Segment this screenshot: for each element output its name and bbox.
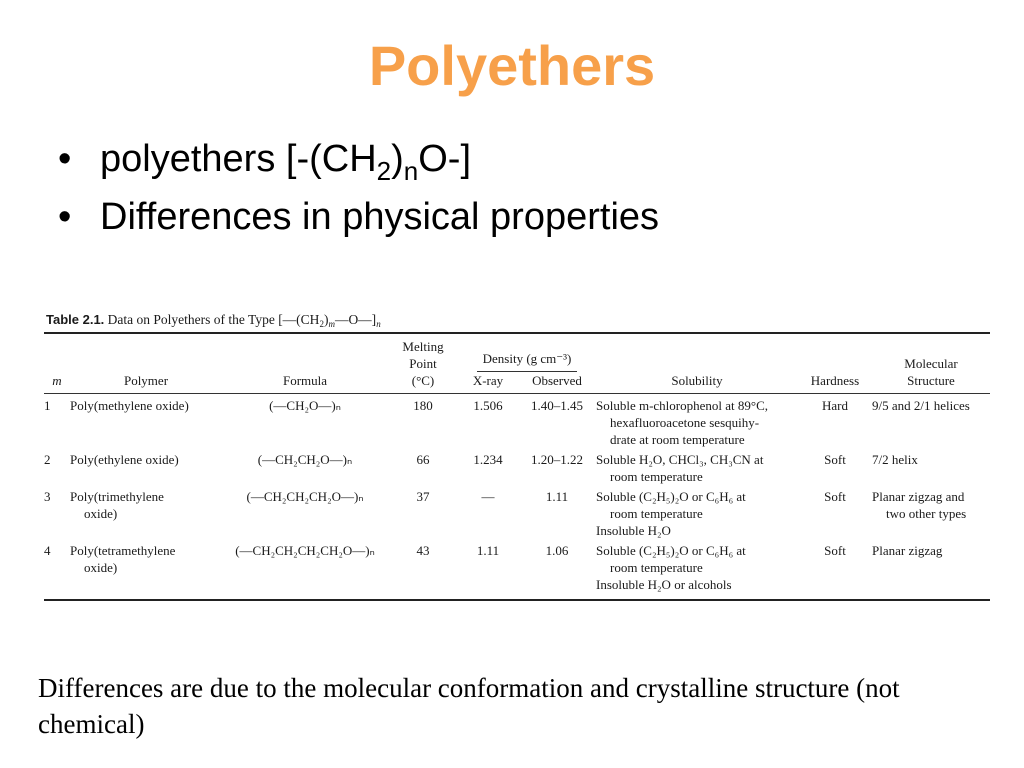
cell-structure (872, 539, 990, 599)
header-melting-line-1: Melting (402, 339, 444, 354)
header-m: m (52, 373, 62, 388)
cell-polymer (70, 539, 222, 599)
table-caption-post: —O—] (334, 312, 377, 327)
cell-solubility (596, 485, 798, 539)
header-melting-line-2: Point (409, 356, 437, 371)
cell-formula: (—CH₂CH₂CH₂CH₂O—)ₙ (235, 543, 375, 558)
table-row (44, 394, 990, 448)
table-caption-sub-m: m (328, 319, 335, 329)
cell-polymer (70, 485, 222, 539)
cell-hardness: Soft (824, 489, 846, 504)
cell-xray: 1.234 (473, 452, 503, 467)
header-structure-line-2: Structure (907, 373, 955, 388)
cell-solubility (596, 539, 798, 599)
cell-melting-point: 66 (416, 452, 430, 467)
header-solubility: Solubility (671, 373, 723, 388)
cell-polymer-line: Poly(methylene oxide) (70, 398, 189, 413)
table-bottom-rule (44, 599, 990, 601)
bullet-text: Differences in physical properties (100, 196, 660, 238)
cell-melting-point: 180 (413, 398, 433, 413)
bullet-formula-sub-n: n (403, 156, 419, 186)
cell-observed: 1.20–1.22 (531, 452, 583, 467)
slide-title: Polyethers (368, 34, 656, 97)
cell-xray: 1.11 (476, 543, 500, 558)
cell-polymer (70, 448, 222, 485)
header-formula: Formula (282, 373, 328, 388)
cell-observed: 1.40–1.45 (531, 398, 583, 413)
bullet-dot-icon: • (58, 196, 72, 238)
cell-observed: 1.11 (545, 489, 569, 504)
cell-structure-line: 7/2 helix (872, 452, 918, 467)
cell-structure (872, 485, 990, 539)
table-caption-sub-n: n (376, 319, 381, 329)
header-melting-point (388, 334, 458, 389)
header-structure-line-1: Molecular (904, 356, 958, 371)
cell-solubility-line: Soluble H₂O, CHCl₃, CH₃CN at (596, 452, 764, 467)
cell-hardness: Hard (822, 398, 848, 413)
bullet-formula-sub-2: 2 (376, 156, 392, 186)
cell-hardness: Soft (824, 543, 846, 558)
cell-formula: (—CH₂CH₂CH₂O—)ₙ (246, 489, 364, 504)
bullet-formula-pre: polyethers [-(CH (100, 138, 377, 180)
cell-m: 1 (44, 398, 51, 413)
table-caption (46, 308, 990, 332)
cell-solubility-line: Soluble m-chlorophenol at 89°C, (596, 398, 769, 413)
cell-structure (872, 394, 990, 448)
table-caption-sub-2: 2 (319, 319, 324, 329)
cell-polymer-line: oxide) (84, 506, 118, 521)
cell-m: 4 (44, 543, 51, 558)
bullet-formula-post: O-] (418, 138, 472, 180)
cell-structure-line: Planar zigzag (872, 543, 943, 558)
header-observed: Observed (532, 373, 582, 388)
header-structure (872, 334, 990, 389)
table-caption-pre: Data on Polyethers of the Type [—(CH (107, 312, 320, 327)
cell-solubility (596, 448, 798, 485)
header-xray: X-ray (472, 373, 504, 388)
cell-polymer-line: oxide) (84, 560, 118, 575)
bullet-list (58, 130, 659, 246)
header-hardness: Hardness (810, 373, 860, 388)
cell-polymer-line: Poly(ethylene oxide) (70, 452, 179, 467)
bullet-item-formula (58, 130, 659, 188)
cell-polymer-line: Poly(trimethylene (70, 489, 164, 504)
cell-xray: 1.506 (473, 398, 503, 413)
cell-solubility-line: drate at room temperature (610, 432, 745, 447)
table-caption-mid: ) (323, 312, 329, 327)
cell-polymer (70, 394, 222, 448)
table-caption-label: Table 2.1. (46, 312, 105, 327)
cell-melting-point: 43 (416, 543, 430, 558)
header-polymer: Polymer (123, 373, 169, 388)
header-density-label: Density (g cm⁻³) (477, 350, 578, 372)
cell-formula: (—CH₂CH₂O—)ₙ (257, 452, 353, 467)
cell-solubility-line: Soluble (C₂H₅)₂O or C₆H₆ at (596, 489, 746, 504)
cell-structure-line: Planar zigzag and (872, 489, 965, 504)
cell-solubility-line: Insoluble H₂O (596, 523, 671, 538)
cell-solubility-line: Insoluble H₂O or alcohols (596, 577, 732, 592)
bullet-formula-mid: ) (391, 138, 404, 180)
cell-solubility (596, 394, 798, 448)
cell-structure-line: two other types (886, 506, 967, 521)
cell-structure (872, 448, 990, 485)
cell-formula: (—CH₂O—)ₙ (269, 398, 341, 413)
polyether-data-table (44, 334, 990, 599)
table-row (44, 539, 990, 599)
bullet-dot-icon: • (58, 138, 72, 180)
cell-m: 3 (44, 489, 51, 504)
cell-polymer-line: Poly(tetramethylene (70, 543, 176, 558)
cell-solubility-line: room temperature (610, 469, 703, 484)
cell-solubility-line: room temperature (610, 560, 703, 575)
cell-hardness: Soft (824, 452, 846, 467)
header-density (458, 334, 596, 389)
cell-xray: — (481, 489, 495, 504)
table-row (44, 448, 990, 485)
cell-melting-point: 37 (416, 489, 430, 504)
cell-observed: 1.06 (545, 543, 569, 558)
bullet-item-differences (58, 188, 659, 246)
cell-m: 2 (44, 452, 51, 467)
cell-solubility-line: room temperature (610, 506, 703, 521)
polyether-table-figure (44, 308, 990, 601)
slide-footnote: Differences are due to the molecular conformation and crystalline structure (not chemical) (38, 673, 900, 739)
table-row (44, 485, 990, 539)
cell-structure-line: 9/5 and 2/1 helices (872, 398, 970, 413)
cell-solubility-line: Soluble (C₂H₅)₂O or C₆H₆ at (596, 543, 746, 558)
header-melting-line-3: (°C) (411, 373, 435, 388)
cell-solubility-line: hexafluoroacetone sesquihy- (610, 415, 760, 430)
